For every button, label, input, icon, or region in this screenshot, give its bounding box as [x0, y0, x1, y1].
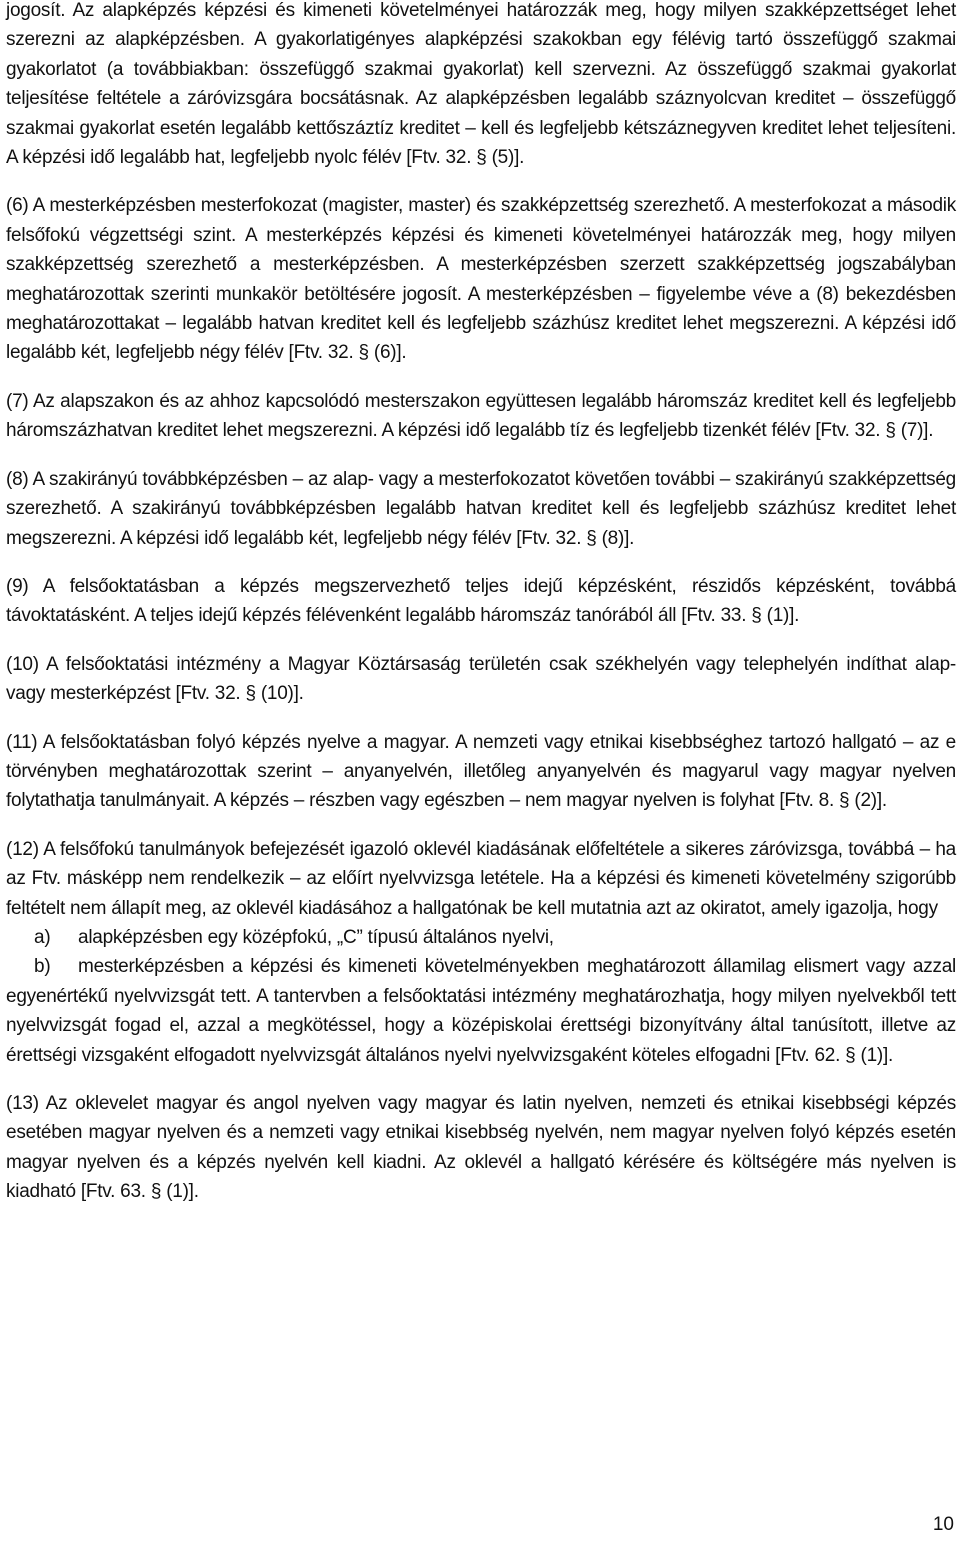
paragraph-12	[6, 835, 956, 1070]
list-item-a	[6, 923, 956, 952]
paragraph-8: (8) A szakirányú továbbképzésben – az alap- vagy a mesterfokozatot követően további – szakirányú szakképzettség szerezhető. A szakirányú továbbképzésben legalább hatvan kreditet kell és legfeljebb százhúsz kreditet lehet megszerezni. A képzési idő legalább két, legfeljebb négy félév [Ftv. 32. § (8)].	[6, 468, 956, 549]
paragraph-13: (13) Az oklevelet magyar és angol nyelven vagy magyar és latin nyelven, nemzeti és etnikai kisebbségi képzés esetében magyar nyelven és a nemzeti vagy etnikai kisebbség nyelvén, nem magyar nyelven folyó képzés esetén magyar nyelven és a képzés nyelvén kell kiadni. Az oklevél a hallgató kérésére és költségére más nyelven is kiadható [Ftv. 63. § (1)].	[6, 1093, 956, 1203]
document-page	[6, 0, 956, 1226]
list-item-b-text: mesterképzésben a képzési és kimeneti követelményekben meghatározott államilag elismert vagy azzal egyenértékű nyelvvizsgát tett. A tantervben a felsőoktatási intézmény meghatározhatja, hogy milyen nyelvekből tett nyelvvizsgát fogad el, azzal a megkötéssel, hogy a középiskolai érettségi bizonyítvány által tanúsított, illetve az érettségi vizsgaként elfogadott nyelvvizsgát általános nyelvi nyelvvizsgaként köteles elfogadni [Ftv. 62. § (1)].	[6, 956, 956, 1066]
list-marker-b: b)	[34, 956, 51, 978]
paragraph-9: (9) A felsőoktatásban a képzés megszervezhető teljes idejű képzésként, részidős képzésként, továbbá távoktatásként. A teljes idejű képzés félévenként legalább háromszáz tanórából áll [Ftv. 33. § (1)].	[6, 575, 956, 627]
paragraph-12-intro: (12) A felsőfokú tanulmányok befejezését igazoló oklevél kiadásának előfeltétele a sikeres záróvizsga, továbbá – ha az Ftv. másképp nem rendelkezik – az előírt nyelvvizsga letétele. Ha a képzési és kimeneti követelmény szigorúbb feltételt nem állapít meg, az oklevél kiadásához a hallgatónak be kell mutatnia azt az okiratot, amely igazolja, hogy	[6, 838, 956, 919]
list-marker-a: a)	[34, 926, 51, 948]
list-item-b	[6, 952, 956, 1070]
paragraph-6: (6) A mesterképzésben mesterfokozat (magister, master) és szakképzettség szerezhető. A mesterfokozat a második felsőfokú végzettségi szint. A mesterképzés képzési és kimeneti követelményei határozzák meg, hogy milyen szakképzettség szerezhető a mesterképzésben. A mesterképzésben szerzett szakképzettség jogszabályban meghatározottak szerinti munkakör betöltésére jogosít. A mesterképzésben – figyelembe véve a (8) bekezdésben meghatározottakat – legalább hatvan kreditet kell és legfeljebb százhúsz kreditet lehet megszerezni. A képzési idő legalább két, legfeljebb négy félév [Ftv. 32. § (6)].	[6, 195, 956, 364]
list-item-a-text: alapképzésben egy középfokú, „C” típusú általános nyelvi,	[78, 926, 554, 948]
paragraph-5-continued: jogosít. Az alapképzés képzési és kimeneti követelményei határozzák meg, hogy milyen szakképzettséget lehet szerezni az alapképzésben. A gyakorlatigényes alapképzési szakokban egy félévig tartó összefüggő szakmai gyakorlatot (a továbbiakban: összefüggő szakmai gyakorlat) kell szervezni. Az összefüggő szakmai gyakorlat teljesítése feltétele a záróvizsgára bocsátásnak. Az alapképzésben legalább száznyolcvan kreditet – összefüggő szakmai gyakorlat esetén legalább kettőszáztíz kreditet – kell és legfeljebb kétszáznegyven kreditet lehet teljesíteni. A képzési idő legalább hat, legfeljebb nyolc félév [Ftv. 32. § (5)].	[6, 0, 956, 169]
paragraph-10: (10) A felsőoktatási intézmény a Magyar Köztársaság területén csak székhelyén vagy telephelyén indíthat alap- vagy mesterképzést [Ftv. 32. § (10)].	[6, 653, 956, 705]
page-number: 10	[932, 1514, 954, 1535]
paragraph-11: (11) A felsőoktatásban folyó képzés nyelve a magyar. A nemzeti vagy etnikai kisebbséghez tartozó hallgató – az e törvényben meghatározottak szerint – anyanyelvén, illetőleg anyanyelvén és magyarul vagy magyar nyelven folytathatja tanulmányait. A képzés – részben vagy egészben – nem magyar nyelven is folyhat [Ftv. 8. § (2)].	[6, 731, 956, 812]
paragraph-7: (7) Az alapszakon és az ahhoz kapcsolódó mesterszakon együttesen legalább háromszáz kreditet kell és legfeljebb háromszázhatvan kreditet lehet megszerezni. A képzési idő legalább tíz és legfeljebb tizenkét félév [Ftv. 32. § (7)].	[6, 390, 956, 442]
